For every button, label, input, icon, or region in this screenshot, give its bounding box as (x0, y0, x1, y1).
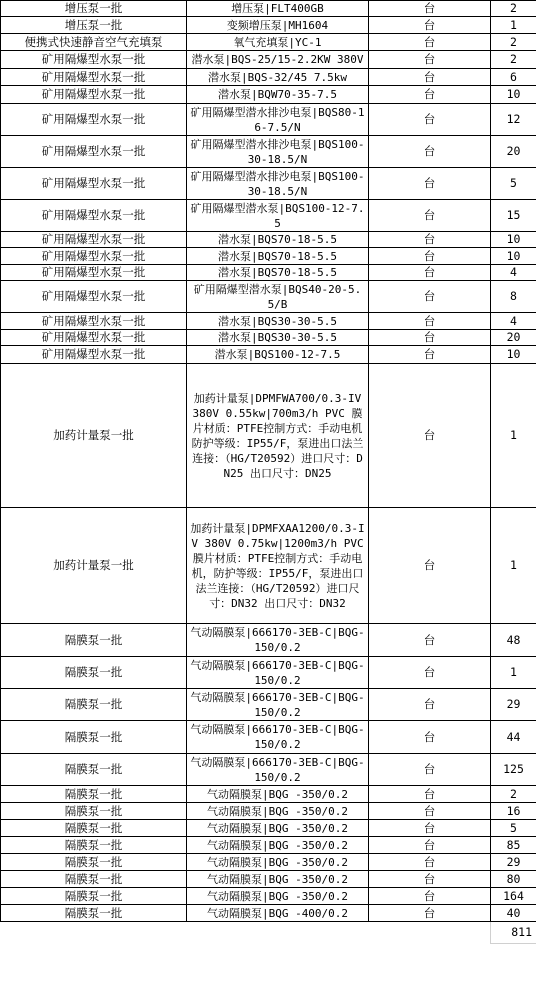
unit-cell: 台 (369, 168, 491, 200)
table-row (1, 508, 536, 624)
spec-cell: 加药计量泵|DPMFXAA1200/0.3-IV 380V 0.75kw|1200m3/h PVC 膜片材质：PTFE控制方式：手动电机，防护等级：IP55/F，泵进出口法兰连接：（HG/T20592）进口尺寸：DN32 出口尺寸：DN32 (187, 508, 369, 624)
empty-cell (369, 922, 491, 944)
spec-cell: 潜水泵|BQS100-12-7.5 (187, 346, 369, 364)
unit-cell: 台 (369, 837, 491, 854)
unit-cell: 台 (369, 346, 491, 364)
unit-cell: 台 (369, 34, 491, 51)
table-row (1, 34, 536, 51)
quantity-cell: 4 (491, 265, 536, 281)
spec-cell: 潜水泵|BQS30-30-5.5 (187, 313, 369, 330)
unit-cell: 台 (369, 232, 491, 248)
spec-cell: 潜水泵|BQS-32/45 7.5kw (187, 69, 369, 86)
empty-cell (187, 922, 369, 944)
table-row (1, 17, 536, 34)
item-name-cell: 矿用隔爆型水泵一批 (1, 51, 187, 69)
unit-cell: 台 (369, 313, 491, 330)
unit-cell: 台 (369, 248, 491, 265)
item-name-cell: 矿用隔爆型水泵一批 (1, 168, 187, 200)
item-name-cell: 隔膜泵一批 (1, 803, 187, 820)
total-quantity-cell: 811 (491, 922, 536, 944)
table-row (1, 657, 536, 689)
quantity-cell: 40 (491, 905, 536, 922)
spec-cell: 气动隔膜泵|BQG -350/0.2 (187, 888, 369, 905)
item-name-cell: 矿用隔爆型水泵一批 (1, 200, 187, 232)
item-name-cell: 便携式快速静音空气充填泵 (1, 34, 187, 51)
item-name-cell: 隔膜泵一批 (1, 721, 187, 754)
table-row (1, 69, 536, 86)
table-row (1, 168, 536, 200)
table-row (1, 200, 536, 232)
spec-cell: 气动隔膜泵|BQG -400/0.2 (187, 905, 369, 922)
spec-cell: 变频增压泵|MH1604 (187, 17, 369, 34)
table-row (1, 313, 536, 330)
table-row (1, 837, 536, 854)
unit-cell: 台 (369, 51, 491, 69)
quantity-cell: 1 (491, 657, 536, 689)
item-name-cell: 隔膜泵一批 (1, 820, 187, 837)
unit-cell: 台 (369, 888, 491, 905)
quantity-cell: 4 (491, 313, 536, 330)
item-name-cell: 隔膜泵一批 (1, 854, 187, 871)
unit-cell: 台 (369, 786, 491, 803)
spec-cell: 气动隔膜泵|666170-3EB-C|BQG-150/0.2 (187, 721, 369, 754)
spec-cell: 矿用隔爆型潜水排沙电泵|BQS100-30-18.5/N (187, 136, 369, 168)
item-name-cell: 隔膜泵一批 (1, 657, 187, 689)
table-row (1, 871, 536, 888)
item-name-cell: 增压泵一批 (1, 17, 187, 34)
quantity-cell: 29 (491, 854, 536, 871)
table-row (1, 854, 536, 871)
spec-cell: 氧气充填泵|YC-1 (187, 34, 369, 51)
quantity-cell: 2 (491, 51, 536, 69)
item-name-cell: 矿用隔爆型水泵一批 (1, 265, 187, 281)
item-name-cell: 隔膜泵一批 (1, 754, 187, 786)
unit-cell: 台 (369, 871, 491, 888)
unit-cell: 台 (369, 508, 491, 624)
quantity-cell: 16 (491, 803, 536, 820)
table-row (1, 364, 536, 508)
spec-cell: 增压泵|FLT400GB (187, 1, 369, 17)
table-row (1, 346, 536, 364)
item-name-cell: 隔膜泵一批 (1, 624, 187, 657)
empty-cell (1, 922, 187, 944)
spec-cell: 潜水泵|BQS70-18-5.5 (187, 248, 369, 265)
quantity-cell: 1 (491, 17, 536, 34)
unit-cell: 台 (369, 69, 491, 86)
quantity-cell: 12 (491, 104, 536, 136)
table-row (1, 265, 536, 281)
item-name-cell: 矿用隔爆型水泵一批 (1, 313, 187, 330)
spec-cell: 加药计量泵|DPMFWA700/0.3-IV 380V 0.55kw|700m3/h PVC 膜片材质：PTFE控制方式：手动电机防护等级：IP55/F，泵进出口法兰连接：（HG/T20592）进口尺寸：DN25 出口尺寸：DN25 (187, 364, 369, 508)
item-name-cell: 矿用隔爆型水泵一批 (1, 281, 187, 313)
unit-cell: 台 (369, 905, 491, 922)
item-name-cell: 加药计量泵一批 (1, 364, 187, 508)
unit-cell: 台 (369, 754, 491, 786)
unit-cell: 台 (369, 200, 491, 232)
spec-cell: 气动隔膜泵|BQG -350/0.2 (187, 854, 369, 871)
unit-cell: 台 (369, 265, 491, 281)
item-name-cell: 隔膜泵一批 (1, 837, 187, 854)
total-row (1, 922, 536, 944)
item-name-cell: 矿用隔爆型水泵一批 (1, 86, 187, 104)
table-row (1, 888, 536, 905)
unit-cell: 台 (369, 86, 491, 104)
spec-cell: 气动隔膜泵|BQG -350/0.2 (187, 837, 369, 854)
unit-cell: 台 (369, 17, 491, 34)
spec-cell: 气动隔膜泵|666170-3EB-C|BQG-150/0.2 (187, 689, 369, 721)
quantity-cell: 29 (491, 689, 536, 721)
spec-cell: 矿用隔爆型潜水泵|BQS100-12-7.5 (187, 200, 369, 232)
spec-cell: 潜水泵|BQS70-18-5.5 (187, 265, 369, 281)
spec-cell: 气动隔膜泵|666170-3EB-C|BQG-150/0.2 (187, 754, 369, 786)
unit-cell: 台 (369, 721, 491, 754)
item-name-cell: 矿用隔爆型水泵一批 (1, 69, 187, 86)
quantity-cell: 44 (491, 721, 536, 754)
item-name-cell: 隔膜泵一批 (1, 786, 187, 803)
item-name-cell: 矿用隔爆型水泵一批 (1, 248, 187, 265)
unit-cell: 台 (369, 689, 491, 721)
quantity-cell: 10 (491, 248, 536, 265)
table-row (1, 820, 536, 837)
spec-cell: 气动隔膜泵|BQG -350/0.2 (187, 871, 369, 888)
unit-cell: 台 (369, 820, 491, 837)
table-row (1, 754, 536, 786)
table-row (1, 689, 536, 721)
quantity-cell: 8 (491, 281, 536, 313)
quantity-cell: 5 (491, 168, 536, 200)
spec-cell: 气动隔膜泵|BQG -350/0.2 (187, 803, 369, 820)
quantity-cell: 20 (491, 330, 536, 346)
spec-cell: 气动隔膜泵|BQG -350/0.2 (187, 786, 369, 803)
quantity-cell: 85 (491, 837, 536, 854)
quantity-cell: 48 (491, 624, 536, 657)
item-name-cell: 矿用隔爆型水泵一批 (1, 104, 187, 136)
spec-cell: 矿用隔爆型潜水排沙电泵|BQS80-16-7.5/N (187, 104, 369, 136)
spec-cell: 潜水泵|BQS30-30-5.5 (187, 330, 369, 346)
table-row (1, 104, 536, 136)
quantity-cell: 2 (491, 34, 536, 51)
table-row (1, 803, 536, 820)
unit-cell: 台 (369, 330, 491, 346)
table-row (1, 248, 536, 265)
spec-cell: 矿用隔爆型潜水排沙电泵|BQS100-30-18.5/N (187, 168, 369, 200)
quantity-cell: 10 (491, 232, 536, 248)
item-name-cell: 隔膜泵一批 (1, 871, 187, 888)
unit-cell: 台 (369, 657, 491, 689)
table-row (1, 86, 536, 104)
spec-cell: 潜水泵|BQS-25/15-2.2KW 380V (187, 51, 369, 69)
spec-cell: 气动隔膜泵|666170-3EB-C|BQG-150/0.2 (187, 657, 369, 689)
item-name-cell: 加药计量泵一批 (1, 508, 187, 624)
item-name-cell: 增压泵一批 (1, 1, 187, 17)
unit-cell: 台 (369, 364, 491, 508)
quantity-cell: 2 (491, 1, 536, 17)
unit-cell: 台 (369, 803, 491, 820)
spec-cell: 潜水泵|BQS70-18-5.5 (187, 232, 369, 248)
quantity-cell: 20 (491, 136, 536, 168)
table-row (1, 624, 536, 657)
quantity-cell: 5 (491, 820, 536, 837)
table-row (1, 905, 536, 922)
table-row (1, 281, 536, 313)
spec-cell: 矿用隔爆型潜水泵|BQS40-20-5.5/B (187, 281, 369, 313)
table-body (1, 1, 536, 944)
unit-cell: 台 (369, 136, 491, 168)
spec-cell: 气动隔膜泵|BQG -350/0.2 (187, 820, 369, 837)
unit-cell: 台 (369, 104, 491, 136)
quantity-cell: 1 (491, 508, 536, 624)
quantity-cell: 80 (491, 871, 536, 888)
quantity-cell: 125 (491, 754, 536, 786)
table-row (1, 721, 536, 754)
table-row (1, 1, 536, 17)
unit-cell: 台 (369, 1, 491, 17)
item-name-cell: 矿用隔爆型水泵一批 (1, 136, 187, 168)
quantity-cell: 1 (491, 364, 536, 508)
unit-cell: 台 (369, 854, 491, 871)
quantity-cell: 10 (491, 346, 536, 364)
quantity-cell: 6 (491, 69, 536, 86)
item-name-cell: 矿用隔爆型水泵一批 (1, 346, 187, 364)
table-row (1, 51, 536, 69)
item-name-cell: 矿用隔爆型水泵一批 (1, 232, 187, 248)
spec-cell: 气动隔膜泵|666170-3EB-C|BQG-150/0.2 (187, 624, 369, 657)
quantity-cell: 164 (491, 888, 536, 905)
table-row (1, 330, 536, 346)
table-row (1, 136, 536, 168)
table-row (1, 786, 536, 803)
item-name-cell: 隔膜泵一批 (1, 905, 187, 922)
unit-cell: 台 (369, 624, 491, 657)
spec-cell: 潜水泵|BQW70-35-7.5 (187, 86, 369, 104)
quantity-cell: 15 (491, 200, 536, 232)
quantity-cell: 2 (491, 786, 536, 803)
unit-cell: 台 (369, 281, 491, 313)
quantity-cell: 10 (491, 86, 536, 104)
item-name-cell: 隔膜泵一批 (1, 888, 187, 905)
item-name-cell: 隔膜泵一批 (1, 689, 187, 721)
table-row (1, 232, 536, 248)
item-name-cell: 矿用隔爆型水泵一批 (1, 330, 187, 346)
